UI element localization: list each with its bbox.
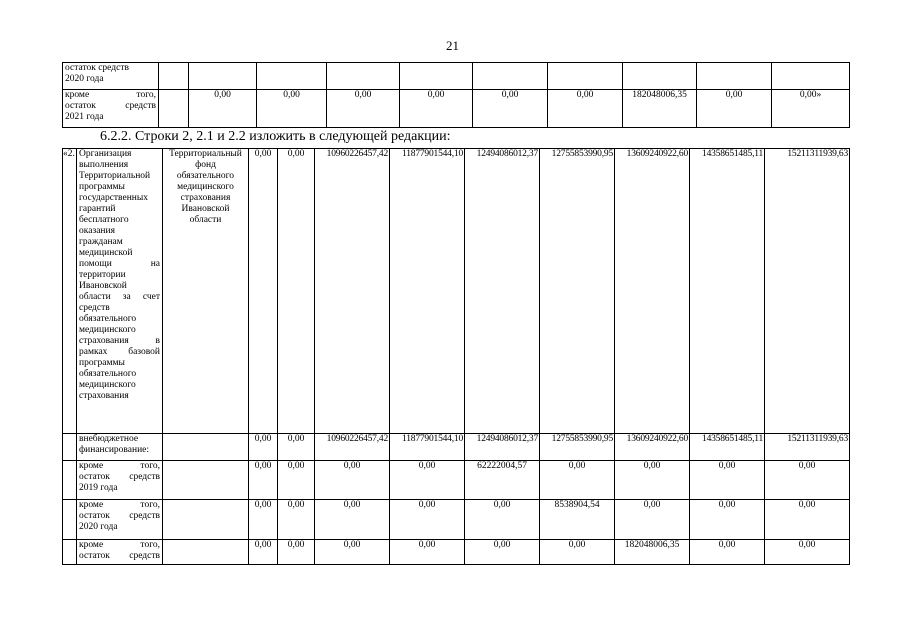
table-row [63, 63, 850, 90]
name-line: Организация [79, 149, 132, 159]
table-cell: 14358651485,11 [690, 434, 765, 461]
table-cell: 0,00 [540, 461, 615, 500]
table-cell: 0,00 [465, 540, 540, 565]
top-table [62, 62, 850, 128]
table-cell: 0,00 [278, 461, 315, 500]
label-line: 2019 года [79, 483, 118, 493]
name-line: программы [79, 182, 125, 192]
name-line: средств [79, 303, 110, 313]
table-cell: 0,00 [765, 461, 850, 500]
table-cell: 8538904,54 [540, 500, 615, 540]
table-cell: 0,00 [278, 149, 315, 434]
table-cell: 182048006,35 [615, 540, 690, 565]
executor-line: Ивановской [181, 204, 230, 214]
label-line: финансирование: [79, 445, 150, 455]
table-cell: 0,00 [278, 500, 315, 540]
row-number: «2. [63, 149, 77, 434]
table-row [63, 149, 850, 434]
name-line: области за счет [79, 292, 160, 302]
table-cell [623, 63, 697, 90]
name-line: программы [79, 358, 125, 368]
name-line: рамках базовой [79, 347, 160, 357]
name-line: выполнения [79, 160, 129, 170]
table-cell: 0,00 [315, 540, 390, 565]
table-cell: 0,00 [473, 90, 548, 128]
table-cell: 0,00 [765, 540, 850, 565]
table-cell: 10960226457,42 [315, 149, 390, 434]
name-line: медицинского [79, 325, 136, 335]
table-cell: 0,00 [400, 90, 473, 128]
table-cell: 0,00 [615, 461, 690, 500]
label-line: остаток средств [79, 551, 160, 561]
table-cell: 11877901544,10 [390, 149, 465, 434]
table-cell: 0,00 [249, 540, 278, 565]
table-cell [189, 63, 257, 90]
name-line: гражданам [79, 237, 123, 247]
table-cell: 0,00 [615, 500, 690, 540]
table-cell: 0,00 [690, 540, 765, 565]
table-cell [697, 63, 772, 90]
label-line: остаток средств [79, 472, 160, 482]
table-cell: 0,00 [278, 540, 315, 565]
table-cell: 0,00 [765, 500, 850, 540]
table-cell: 12494086012,37 [465, 434, 540, 461]
table-cell: 13609240922,60 [615, 149, 690, 434]
table-cell: 0,00 [690, 500, 765, 540]
executor-line: страхования [180, 193, 231, 203]
table-cell: 0,00 [278, 434, 315, 461]
name-line: помощи на [79, 259, 160, 269]
table-cell [473, 63, 548, 90]
table-cell: 11877901544,10 [390, 434, 465, 461]
main-table [62, 148, 850, 565]
table-cell: 62222004,57 [465, 461, 540, 500]
name-line: Ивановской [79, 281, 127, 291]
table-cell: 0,00 [249, 500, 278, 540]
row-name [77, 149, 163, 434]
table-cell: 0,00 [390, 461, 465, 500]
table-cell: 12755853990,95 [540, 434, 615, 461]
table-cell: 0,00 [249, 461, 278, 500]
table-cell: 0,00 [690, 461, 765, 500]
row-label [63, 90, 159, 128]
table-cell: 0,00 [465, 500, 540, 540]
name-line: бесплатного [79, 215, 129, 225]
table-row [63, 500, 850, 540]
table-cell [327, 63, 400, 90]
table-row [63, 434, 850, 461]
table-cell: 0,00 [390, 500, 465, 540]
table-cell [400, 63, 473, 90]
label-line: 2021 года [65, 112, 104, 122]
table-cell: 0,00 [249, 434, 278, 461]
label-line: остаток средств [65, 63, 129, 73]
row-label [77, 540, 163, 565]
label-line: остаток средств [65, 101, 156, 111]
table-row [63, 540, 850, 565]
name-line: оказания [79, 226, 115, 236]
row-label [63, 63, 159, 90]
name-line: страхования [79, 391, 129, 401]
executor-line: обязательного [176, 171, 235, 181]
table-cell: 10960226457,42 [315, 434, 390, 461]
table-cell: 0,00 [257, 90, 327, 128]
table-cell: 12755853990,95 [540, 149, 615, 434]
label-line: внебюджетное [79, 434, 139, 444]
label-line: кроме того, [79, 540, 160, 550]
executor-line: фонд [195, 160, 216, 170]
table-cell: 0,00 [249, 149, 278, 434]
table-cell: 0,00 [390, 540, 465, 565]
table-cell: 14358651485,11 [690, 149, 765, 434]
executor-line: медицинского [177, 182, 234, 192]
table-cell [772, 63, 850, 90]
name-line: медицинской [79, 248, 133, 258]
name-line: территории [79, 270, 126, 280]
name-line: Территориальной [79, 171, 151, 181]
table-cell: 12494086012,37 [465, 149, 540, 434]
label-line: кроме того, [79, 500, 160, 510]
table-cell: 0,00 [548, 90, 623, 128]
table-row [63, 90, 850, 128]
table-cell: 0,00 [327, 90, 400, 128]
table-cell: 15211311939,63 [765, 434, 850, 461]
table-cell: 0,00 [189, 90, 257, 128]
name-line: гарантий [79, 204, 116, 214]
label-line: остаток средств [79, 511, 160, 521]
label-line: 2020 года [79, 522, 118, 532]
name-line: медицинского [79, 380, 136, 390]
name-line: обязательного [79, 369, 137, 379]
table-cell: 0,00 [540, 540, 615, 565]
table-cell [257, 63, 327, 90]
table-cell: 0,00 [697, 90, 772, 128]
table-cell: 182048006,35 [623, 90, 697, 128]
section-heading: 6.2.2. Строки 2, 2.1 и 2.2 изложить в следующей редакции: [100, 129, 451, 144]
page-number: 21 [446, 38, 459, 53]
row-label [77, 500, 163, 540]
table-cell: 0,00 [315, 461, 390, 500]
executor [163, 149, 249, 434]
table-cell: 0,00 [315, 500, 390, 540]
table-cell [548, 63, 623, 90]
table-row [63, 461, 850, 500]
executor-line: области [189, 215, 222, 225]
table-cell: 15211311939,63 [765, 149, 850, 434]
executor-line: Территориальный [169, 149, 242, 159]
name-line: обязательного [79, 314, 137, 324]
table-cell: 13609240922,60 [615, 434, 690, 461]
name-line: страхования в [79, 336, 160, 346]
name-line: государственных [79, 193, 149, 203]
label-line: кроме того, [79, 461, 160, 471]
table-cell: 0,00» [772, 90, 850, 128]
label-line: кроме того, [65, 90, 156, 100]
label-line: 2020 года [65, 74, 104, 84]
row-label [77, 434, 163, 461]
row-label [77, 461, 163, 500]
